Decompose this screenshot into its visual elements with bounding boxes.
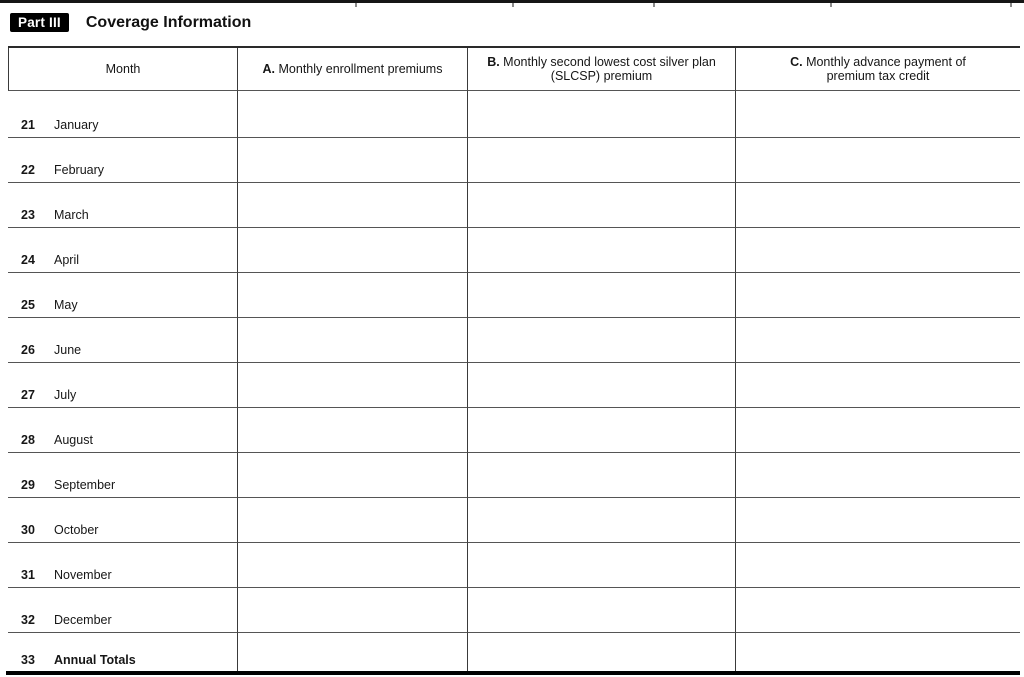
premium-a-cell[interactable]: [237, 543, 467, 588]
column-header-a: [237, 48, 467, 91]
table-row-month: [8, 318, 237, 363]
premium-a-cell[interactable]: [237, 138, 467, 183]
column-header-a-label: Monthly enrollment premiums: [275, 61, 443, 76]
coverage-table: [8, 46, 1020, 671]
table-row-month: [8, 228, 237, 273]
row-month-label: July: [54, 388, 77, 402]
column-tick-mark: [653, 3, 655, 7]
premium-a-cell[interactable]: [237, 318, 467, 363]
column-header-c: [735, 48, 1020, 91]
premium-c-cell[interactable]: [735, 318, 1020, 363]
premium-b-cell[interactable]: [467, 408, 735, 453]
premium-a-cell[interactable]: [237, 273, 467, 318]
premium-a-cell[interactable]: [237, 228, 467, 273]
column-tick-mark: [355, 3, 357, 7]
column-tick-mark: [512, 3, 514, 7]
bottom-divider: [6, 671, 1020, 675]
row-month-label: December: [54, 613, 112, 627]
premium-b-cell[interactable]: [467, 138, 735, 183]
premium-a-cell[interactable]: [237, 408, 467, 453]
table-row-month: [8, 498, 237, 543]
row-month-label: Annual Totals: [54, 653, 136, 667]
row-month-label: March: [54, 208, 89, 222]
premium-a-cell[interactable]: [237, 183, 467, 228]
premium-b-cell[interactable]: [467, 453, 735, 498]
column-header-month-label: Month: [105, 61, 141, 76]
premium-b-cell[interactable]: [467, 543, 735, 588]
section-title: Coverage Information: [85, 13, 252, 31]
premium-c-cell[interactable]: [735, 228, 1020, 273]
row-month-label: January: [54, 118, 99, 132]
table-row-month: [8, 138, 237, 183]
table-row-month: [8, 183, 237, 228]
premium-a-cell[interactable]: [237, 498, 467, 543]
premium-c-cell[interactable]: [735, 453, 1020, 498]
column-header-b-prefix: B.: [487, 54, 500, 69]
table-row-month: [8, 273, 237, 318]
row-month-label: June: [54, 343, 82, 357]
premium-c-cell[interactable]: [735, 498, 1020, 543]
table-row-month: [8, 91, 237, 138]
premium-b-cell[interactable]: [467, 183, 735, 228]
row-month-label: October: [54, 523, 99, 537]
row-month-label: September: [54, 478, 116, 492]
premium-a-cell[interactable]: [237, 363, 467, 408]
premium-b-cell[interactable]: [467, 273, 735, 318]
row-month-label: May: [54, 298, 78, 312]
premium-c-cell[interactable]: [735, 363, 1020, 408]
row-line-number: 24: [21, 253, 35, 267]
column-tick-mark: [1010, 3, 1012, 7]
premium-c-cell[interactable]: [735, 588, 1020, 633]
premium-b-cell[interactable]: [467, 91, 735, 138]
premium-a-cell[interactable]: [237, 91, 467, 138]
table-row-month: [8, 588, 237, 633]
column-header-c-prefix: C.: [790, 54, 803, 69]
row-month-label: February: [54, 163, 105, 177]
premium-b-cell[interactable]: [467, 633, 735, 673]
row-line-number: 23: [21, 208, 35, 222]
table-row-month: [8, 363, 237, 408]
premium-b-cell[interactable]: [467, 498, 735, 543]
table-row-month: [8, 453, 237, 498]
table-row-month: [8, 408, 237, 453]
row-line-number: 26: [21, 343, 35, 357]
premium-b-cell[interactable]: [467, 588, 735, 633]
row-line-number: 27: [21, 388, 35, 402]
column-header-b-label: Monthly second lowest cost silver plan (SLCSP) premium: [499, 54, 716, 83]
premium-b-cell[interactable]: [467, 363, 735, 408]
part-label-badge: Part III: [10, 13, 69, 32]
row-line-number: 30: [21, 523, 35, 537]
row-month-label: April: [54, 253, 80, 267]
table-row-month: [8, 633, 237, 673]
premium-c-cell[interactable]: [735, 543, 1020, 588]
row-line-number: 21: [21, 118, 35, 132]
premium-a-cell[interactable]: [237, 453, 467, 498]
row-line-number: 28: [21, 433, 35, 447]
premium-c-cell[interactable]: [735, 273, 1020, 318]
column-header-month: [8, 48, 237, 91]
row-line-number: 31: [21, 568, 35, 582]
column-header-a-prefix: A.: [262, 61, 276, 76]
premium-c-cell[interactable]: [735, 183, 1020, 228]
column-header-c-label: Monthly advance payment of premium tax credit: [802, 54, 966, 83]
premium-a-cell[interactable]: [237, 633, 467, 673]
row-line-number: 32: [21, 613, 35, 627]
table-row-month: [8, 543, 237, 588]
row-line-number: 22: [21, 163, 35, 177]
column-tick-mark: [830, 3, 832, 7]
row-line-number: 25: [21, 298, 35, 312]
premium-c-cell[interactable]: [735, 633, 1020, 673]
premium-b-cell[interactable]: [467, 318, 735, 363]
row-line-number: 29: [21, 478, 35, 492]
premium-a-cell[interactable]: [237, 588, 467, 633]
column-header-b: [467, 48, 735, 91]
row-line-number: 33: [21, 653, 35, 667]
premium-c-cell[interactable]: [735, 408, 1020, 453]
part-header: [10, 13, 251, 32]
premium-b-cell[interactable]: [467, 228, 735, 273]
row-month-label: November: [54, 568, 112, 582]
premium-c-cell[interactable]: [735, 91, 1020, 138]
premium-c-cell[interactable]: [735, 138, 1020, 183]
row-month-label: August: [54, 433, 93, 447]
